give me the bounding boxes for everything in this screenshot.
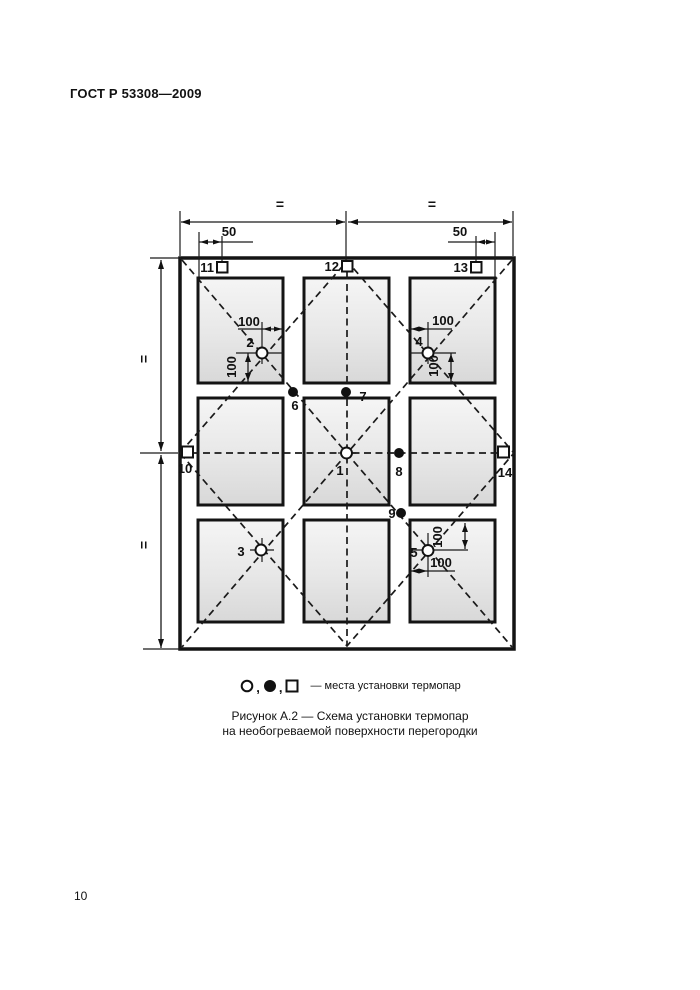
legend-text: — места установки термопар — [310, 679, 461, 692]
point-label-7: 7 — [359, 389, 367, 404]
marker-square-14 — [498, 447, 509, 458]
point-label-12: 12 — [324, 259, 339, 274]
point-label-1: 1 — [336, 463, 344, 478]
figure-caption-line1: Рисунок А.2 — Схема установки термопар — [231, 709, 469, 723]
legend-separator: , — [256, 680, 260, 695]
wall-panel — [198, 520, 283, 622]
figure-caption — [0, 709, 700, 739]
figure-caption-line2: на необогреваемой поверхности перегородки — [222, 724, 478, 738]
dim-label-100-p2-h: 100 — [238, 314, 260, 329]
point-label-13: 13 — [453, 260, 468, 275]
figure-legend — [0, 678, 700, 693]
marker-square-12 — [342, 261, 353, 272]
marker-square-11 — [217, 262, 228, 273]
marker-circle-3 — [256, 545, 267, 556]
document-header-title: ГОСТ Р 53308—2009 — [70, 86, 202, 101]
marker-dot-6 — [288, 387, 298, 397]
point-label-10: 10 — [177, 461, 193, 476]
equal-mark-top-right: = — [427, 196, 437, 212]
legend-separator: , — [278, 680, 283, 695]
point-label-4: 4 — [415, 334, 423, 349]
dim-label-100-p4-v: 100 — [426, 355, 441, 377]
point-label-6: 6 — [291, 398, 299, 413]
equal-mark-side-lower: = — [136, 540, 152, 550]
filled-circle-icon — [263, 679, 277, 693]
marker-dot-9 — [396, 508, 406, 518]
point-label-5: 5 — [410, 545, 418, 560]
dim-label-50-right: 50 — [452, 224, 468, 239]
open-circle-icon — [240, 679, 254, 693]
point-label-3: 3 — [237, 544, 245, 559]
equal-mark-top-left: = — [275, 196, 285, 212]
point-label-9: 9 — [388, 506, 396, 521]
marker-dot-7 — [341, 387, 351, 397]
point-label-8: 8 — [395, 464, 403, 479]
dim-label-50-left: 50 — [221, 224, 237, 239]
point-label-11: 11 — [200, 260, 214, 275]
dim-label-100-p4-h: 100 — [432, 313, 454, 328]
marker-square-13 — [471, 262, 482, 273]
open-square-icon — [285, 679, 299, 693]
dim-label-100-p2-v: 100 — [224, 356, 239, 378]
page-number: 10 — [74, 889, 88, 903]
point-label-2: 2 — [246, 335, 254, 350]
marker-circle-1 — [341, 448, 352, 459]
equal-mark-side-upper: = — [136, 354, 152, 364]
dim-label-100-p5-h: 100 — [430, 555, 452, 570]
marker-square-10 — [182, 447, 193, 458]
dim-label-100-p5-v: 100 — [430, 526, 445, 548]
marker-dot-8 — [394, 448, 404, 458]
point-label-14: 14 — [497, 465, 513, 480]
marker-circle-2 — [257, 348, 268, 359]
